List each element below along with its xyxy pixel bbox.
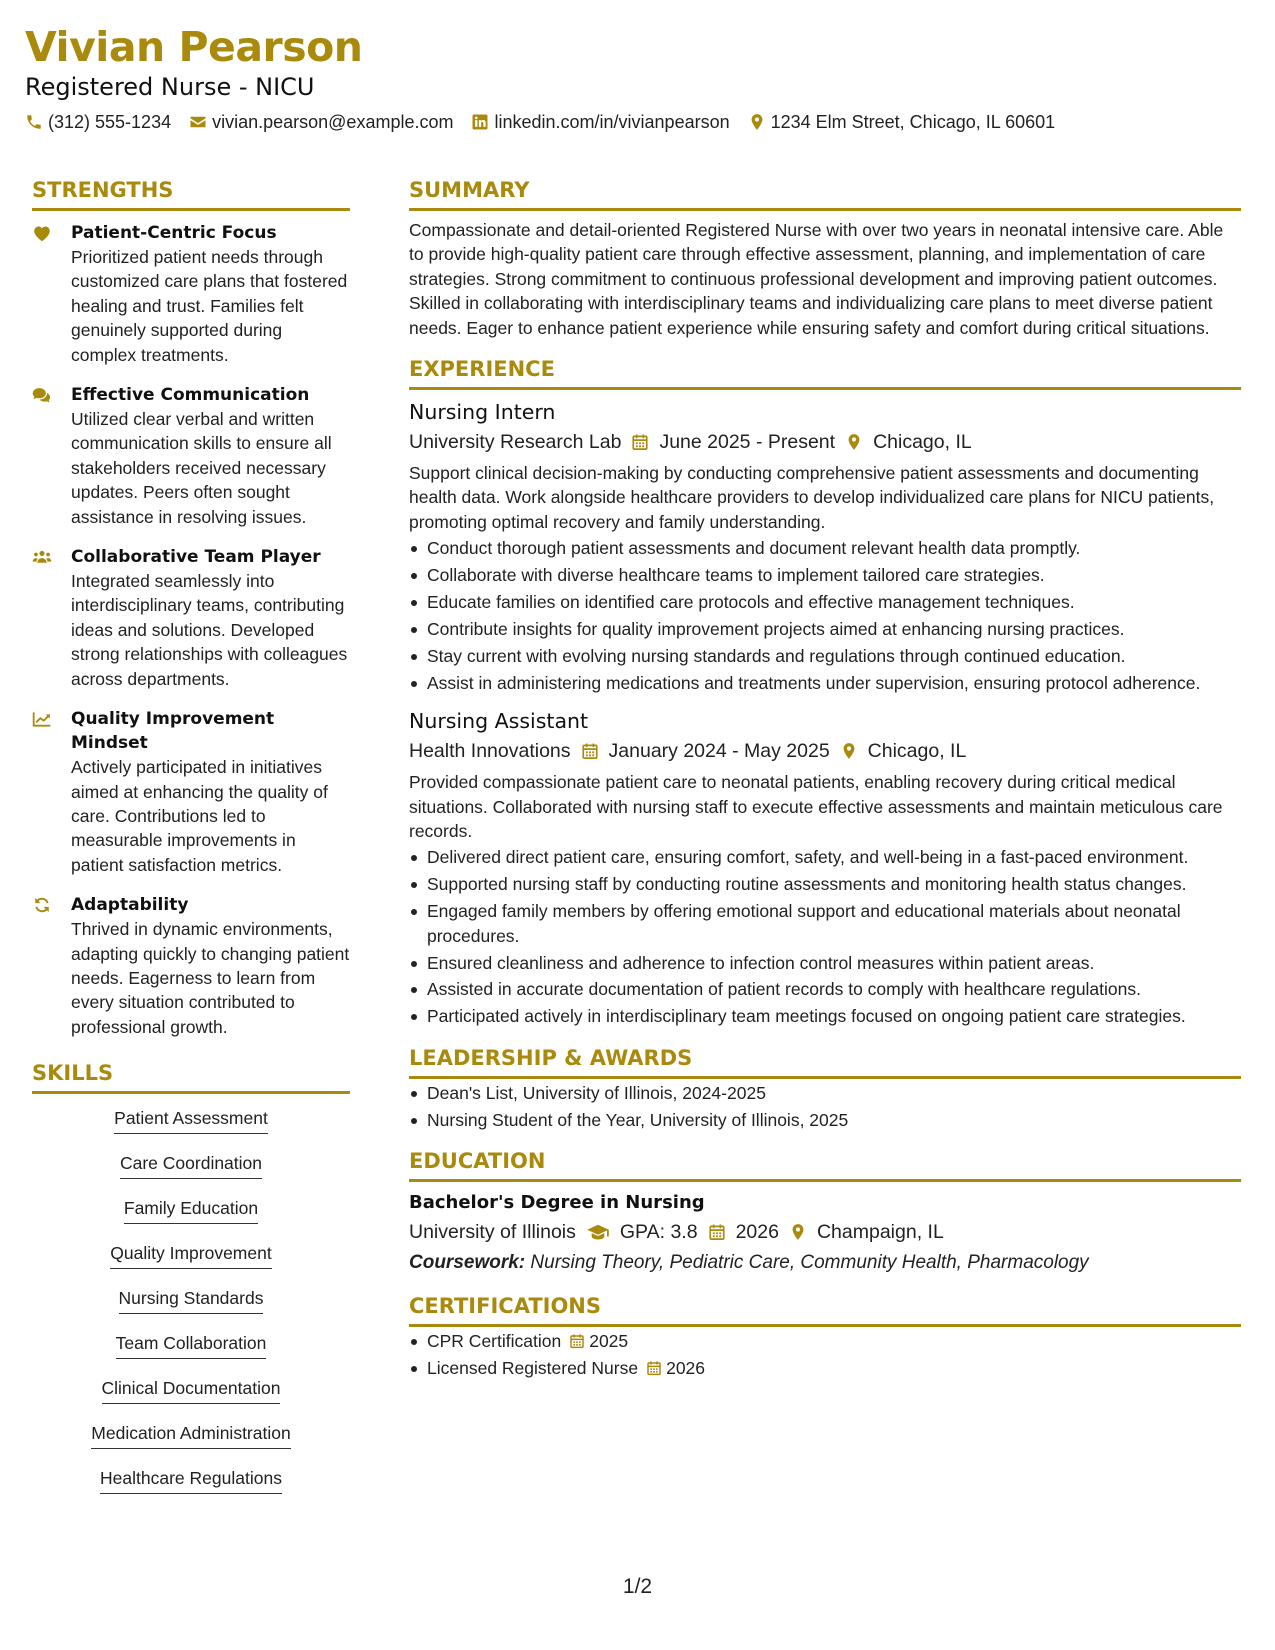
coursework-label: Coursework: <box>409 1252 526 1274</box>
list-item: Assist in administering medications and treatments under supervision, ensuring protocol adherence. <box>409 671 1241 695</box>
job-meta <box>409 736 1241 766</box>
coursework-list: Nursing Theory, Pediatric Care, Community Health, Pharmacology <box>530 1252 1089 1274</box>
contact-bar <box>25 110 1255 134</box>
strengths-list <box>32 221 350 1039</box>
job-location: Chicago, IL <box>867 740 967 763</box>
summary-text: Compassionate and detail-oriented Registered Nurse with over two years in neonatal intensive care. Able to provide high-quality patient care through effective assessment, planning, and implementation of care strategies. Strong commitment to continuous professional development and improving patient outcomes. Skilled in collaborating with interdisciplinary teams and individualizing care plans to meet diverse patient needs. Eager to enhance patient experience while ensuring safety and comfort during critical situations. <box>409 220 1224 338</box>
strength-name: Patient-Centric Focus <box>71 223 277 243</box>
list-item <box>409 1356 1241 1380</box>
education-heading: EDUCATION <box>409 1147 1241 1182</box>
right-column <box>409 176 1241 1383</box>
certifications-section <box>409 1292 1241 1380</box>
experience-heading: EXPERIENCE <box>409 355 1241 390</box>
candidate-name: Vivian Pearson <box>25 23 363 71</box>
skill-tag: Patient Assessment <box>114 1106 268 1134</box>
strength-item <box>32 383 350 529</box>
job-entry <box>409 707 1241 1029</box>
list-item: Stay current with evolving nursing standards and regulations through continued education. <box>409 644 1241 668</box>
strength-description: Prioritized patient needs through customized care plans that fostered healing and trust. Families felt genuinely supported during complex treatments. <box>71 247 348 365</box>
experience-section <box>409 355 1241 1029</box>
awards-list <box>409 1081 1241 1132</box>
page-number: 1/2 <box>622 1575 653 1598</box>
contact-linkedin-text: linkedin.com/in/vivianpearson <box>494 112 730 132</box>
skill-tag: Clinical Documentation <box>102 1376 281 1404</box>
phone-icon <box>25 113 43 131</box>
calendar-icon <box>569 1333 585 1349</box>
certification-year: 2026 <box>666 1357 706 1378</box>
strength-item <box>32 221 350 367</box>
refresh-icon <box>32 896 52 914</box>
calendar-icon <box>581 742 599 760</box>
job-bullets <box>409 536 1241 695</box>
strengths-heading: STRENGTHS <box>32 176 350 211</box>
awards-heading: LEADERSHIP & AWARDS <box>409 1044 1241 1079</box>
job-location: Chicago, IL <box>873 431 972 454</box>
contact-phone[interactable] <box>25 110 171 134</box>
contact-email[interactable] <box>189 110 453 134</box>
envelope-icon <box>189 113 207 131</box>
job-description: Provided compassionate patient care to neonatal patients, enabling recovery during critical medical situations. Collaborated with nursing staff to execute effective assessments and maintain meticulous care records. <box>409 772 1223 841</box>
list-item: Delivered direct patient care, ensuring comfort, safety, and well-being in a fast-paced environment. <box>409 845 1241 869</box>
certification-name: CPR Certification <box>427 1331 562 1352</box>
list-item: Engaged family members by offering emotional support and educational materials about neonatal procedures. <box>409 899 1241 948</box>
calendar-icon <box>646 1360 662 1376</box>
list-item: Conduct thorough patient assessments and document relevant health data promptly. <box>409 536 1241 560</box>
skill-tag: Quality Improvement <box>110 1241 271 1269</box>
strength-item <box>32 545 350 691</box>
job-entry <box>409 398 1241 695</box>
skill-tag: Healthcare Regulations <box>100 1466 282 1494</box>
graduation-cap-icon <box>586 1223 610 1241</box>
job-dates: June 2025 - Present <box>659 431 836 454</box>
certification-name: Licensed Registered Nurse <box>427 1357 639 1378</box>
list-item: Educate families on identified care protocols and effective management techniques. <box>409 590 1241 614</box>
list-item: Contribute insights for quality improvement projects aimed at enhancing nursing practices. <box>409 617 1241 641</box>
map-pin-icon <box>789 1223 807 1241</box>
summary-section <box>409 176 1241 340</box>
contact-phone-text: (312) 555-1234 <box>48 112 172 132</box>
summary-heading: SUMMARY <box>409 176 1241 211</box>
awards-section <box>409 1044 1241 1132</box>
job-position: Nursing Intern <box>409 400 556 425</box>
job-position: Nursing Assistant <box>409 709 589 734</box>
resume-header <box>25 22 1255 134</box>
calendar-icon <box>708 1223 726 1241</box>
job-company: University Research Lab <box>409 431 622 454</box>
strength-item <box>32 707 350 877</box>
skills-list <box>32 1106 350 1511</box>
list-item: Participated actively in interdisciplinary team meetings focused on ongoing patient care strategies. <box>409 1004 1241 1028</box>
linkedin-icon <box>471 113 489 131</box>
coursework <box>409 1249 1241 1277</box>
list-item <box>409 1329 1241 1353</box>
certifications-list <box>409 1329 1241 1380</box>
heart-icon <box>32 224 52 242</box>
contact-email-text: vivian.pearson@example.com <box>212 112 454 132</box>
skill-tag: Medication Administration <box>91 1421 290 1449</box>
calendar-icon <box>631 433 649 451</box>
map-pin-icon <box>845 433 863 451</box>
contact-linkedin[interactable] <box>471 110 729 134</box>
education-meta <box>409 1217 1241 1247</box>
strength-description: Integrated seamlessly into interdisciplinary teams, contributing ideas and solutions. Developed strong relationships with colleagues across departments. <box>71 571 348 689</box>
list-item: Assisted in accurate documentation of patient records to comply with healthcare regulations. <box>409 977 1241 1001</box>
education-year: 2026 <box>735 1221 779 1244</box>
skill-tag: Care Coordination <box>120 1151 262 1179</box>
map-pin-icon <box>748 113 766 131</box>
strength-description: Utilized clear verbal and written communication skills to ensure all stakeholders received necessary updates. Peers often sought assistance in resolving issues. <box>71 409 332 527</box>
job-title: Registered Nurse - NICU <box>25 73 315 101</box>
strengths-section <box>32 176 350 1039</box>
strength-name: Collaborative Team Player <box>71 547 321 568</box>
skill-tag: Family Education <box>124 1196 258 1224</box>
list-item: Supported nursing staff by conducting routine assessments and monitoring health status changes. <box>409 872 1241 896</box>
strength-description: Actively participated in initiatives aimed at enhancing the quality of care. Contributions led to measurable improvements in patient satisfaction metrics. <box>71 757 328 875</box>
school-name: University of Illinois <box>409 1221 576 1244</box>
skill-tag: Nursing Standards <box>119 1286 264 1314</box>
strength-name: Adaptability <box>71 895 189 916</box>
job-description: Support clinical decision-making by conducting comprehensive patient assessments and documenting health data. Work alongside healthcare providers to develop individualized care plans for NICU patients, promoting optimal recovery and family understanding. <box>409 463 1215 532</box>
list-item: Ensured cleanliness and adherence to infection control measures within patient areas. <box>409 951 1241 975</box>
strength-item <box>32 893 350 1039</box>
certifications-heading: CERTIFICATIONS <box>409 1292 1241 1327</box>
list-item: Nursing Student of the Year, University of Illinois, 2025 <box>409 1108 1241 1132</box>
skills-heading: SKILLS <box>32 1059 350 1094</box>
contact-address-text: 1234 Elm Street, Chicago, IL 60601 <box>770 112 1056 132</box>
skills-section <box>32 1059 350 1511</box>
contact-address <box>748 110 1056 134</box>
skill-tag: Team Collaboration <box>116 1331 267 1359</box>
strength-description: Thrived in dynamic environments, adapting quickly to changing patient needs. Eagerness to learn from every situation contributed to professional growth. <box>71 919 350 1037</box>
education-location: Champaign, IL <box>816 1221 944 1244</box>
education-gpa: GPA: 3.8 <box>619 1221 698 1244</box>
job-meta <box>409 427 1241 457</box>
comments-icon <box>32 386 52 404</box>
line-chart-icon <box>32 710 52 728</box>
job-company: Health Innovations <box>409 740 571 763</box>
job-bullets <box>409 845 1241 1028</box>
degree-name: Bachelor's Degree in Nursing <box>409 1192 705 1214</box>
users-icon <box>32 548 52 566</box>
list-item: Dean's List, University of Illinois, 2024-2025 <box>409 1081 1241 1105</box>
map-pin-icon <box>840 742 858 760</box>
strength-name: Effective Communication <box>71 385 310 406</box>
left-column <box>32 176 350 1511</box>
job-dates: January 2024 - May 2025 <box>608 740 830 763</box>
strength-name: Quality Improvement Mindset <box>71 709 275 754</box>
list-item: Collaborate with diverse healthcare teams to implement tailored care strategies. <box>409 563 1241 587</box>
education-section <box>409 1147 1241 1277</box>
certification-year: 2025 <box>589 1331 629 1352</box>
